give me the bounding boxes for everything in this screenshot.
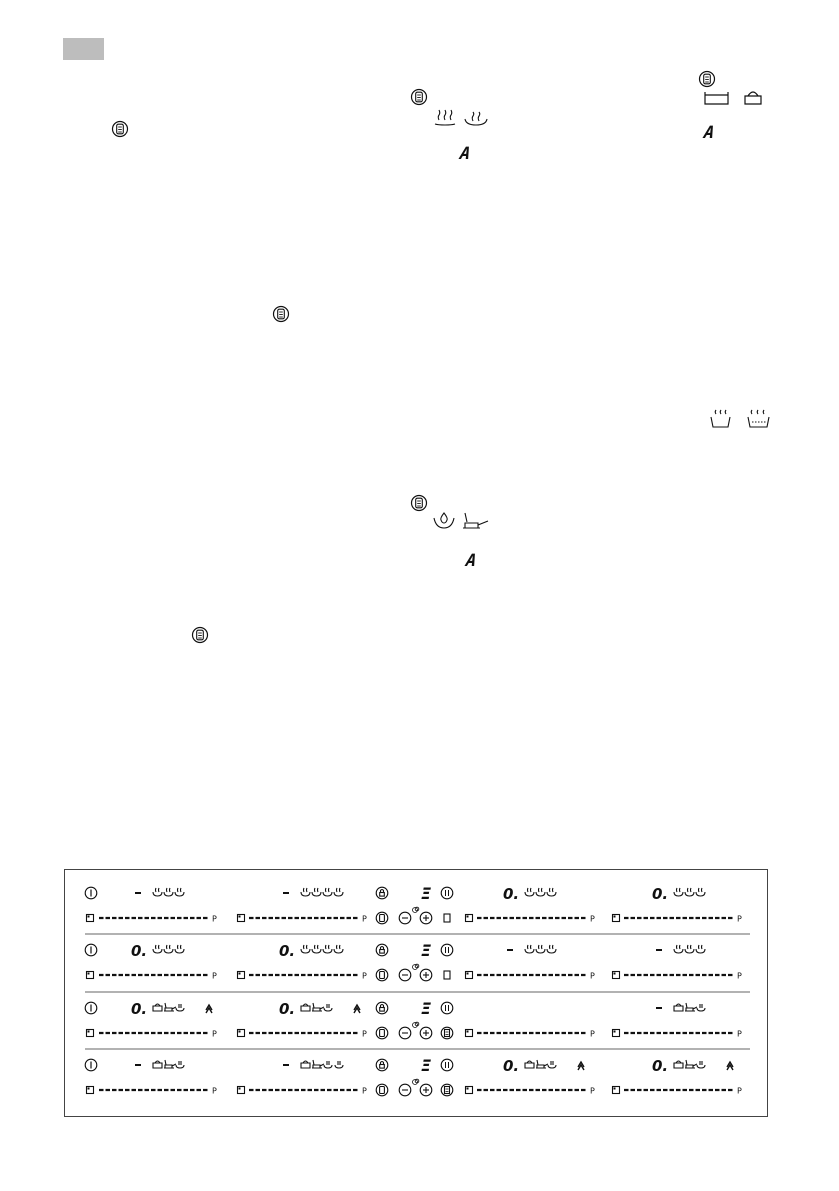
power-max-label: P: [362, 914, 367, 924]
timer-key-icon: [193, 628, 208, 643]
lock-icon: [376, 944, 388, 956]
boost-icon: [727, 1062, 733, 1070]
warm-icon: [697, 1004, 705, 1011]
power-max-label: P: [590, 971, 595, 981]
steam-icon: [312, 888, 321, 896]
minus-icon: [399, 912, 411, 924]
steam-icon: [674, 945, 683, 953]
function-icon: [697, 1061, 705, 1068]
power-slider: [99, 972, 217, 981]
menu-key-ring: [441, 1027, 453, 1039]
power-slider: [477, 915, 595, 924]
frying-pan-icon: [312, 1003, 324, 1011]
pause-icon-ring: [441, 944, 453, 956]
function-icon: [175, 888, 184, 896]
power-max-label: P: [362, 971, 367, 981]
timer-key-body: [380, 1030, 385, 1037]
timer-key-icon: [376, 969, 388, 981]
function-icon: [323, 945, 332, 953]
minus-icon: [399, 969, 411, 981]
function-icon: [696, 945, 705, 953]
zone-select-icon: [238, 1030, 245, 1037]
function-icon: [312, 1060, 324, 1068]
zone-display-digit: 0.: [652, 885, 669, 903]
steam-icon: [685, 888, 694, 896]
function-icon: [164, 945, 173, 953]
function-icon: [164, 1003, 176, 1011]
power-max-label: P: [362, 1086, 367, 1096]
pause-icon: [441, 887, 453, 899]
frying-pan-icon: [685, 1003, 697, 1011]
power-max-label: P: [212, 1029, 217, 1039]
pot-icon: [153, 1004, 162, 1011]
power-max-label: P: [212, 1086, 217, 1096]
zone-select-icon: [87, 915, 94, 922]
steam-icon: [334, 945, 343, 953]
steam-low-icon: [465, 112, 487, 125]
zone-select-icon: [466, 972, 473, 979]
pot-wide-icon: [705, 92, 728, 104]
power-max-label: P: [212, 914, 217, 924]
frying-pan-icon: [685, 1060, 697, 1068]
zone-display-digit: 0.: [503, 885, 520, 903]
minus-icon: [399, 1084, 411, 1096]
zone-select-icon: [613, 972, 620, 979]
zone-select-dot: [239, 916, 241, 918]
function-icon: [153, 1061, 162, 1068]
steam-icon: [696, 945, 705, 953]
warm-icon: [176, 1004, 184, 1011]
drop-bowl-icon: [434, 513, 454, 528]
timer-key-icon: [376, 1084, 388, 1096]
function-icon: [685, 1060, 697, 1068]
power-slider: [99, 1087, 217, 1096]
timer-key-body: [380, 915, 385, 922]
zone-select-dot: [614, 1031, 616, 1033]
frying-pan-icon: [463, 513, 488, 528]
function-icon: [164, 1060, 176, 1068]
plus-icon: [420, 1084, 432, 1096]
steam-icon: [175, 888, 184, 896]
power-slider: [99, 915, 217, 924]
control-panel-diagram: [64, 869, 768, 1117]
plus-icon: [420, 912, 432, 924]
function-icon: [153, 888, 162, 896]
zone-select-icon: [87, 972, 94, 979]
zone-display-digit: 0.: [503, 1057, 520, 1075]
power-max-label: P: [212, 971, 217, 981]
bowl-steam-dots-icon: [748, 410, 769, 427]
function-icon: [176, 1061, 184, 1068]
function-icon: [335, 1061, 343, 1068]
steam-icon: [323, 945, 332, 953]
power-slider: [249, 1087, 367, 1096]
power-max-label: P: [362, 1029, 367, 1039]
steam-icon: [547, 945, 556, 953]
bridge-key-icon: [444, 914, 450, 922]
pause-icon: [441, 1002, 453, 1014]
bridge-key-icon: [444, 971, 450, 979]
power-icon: [85, 887, 97, 899]
function-icon: [301, 945, 310, 953]
zone-select-dot: [614, 916, 616, 918]
pause-icon: [441, 1059, 453, 1071]
timer-display: Ξ: [421, 999, 432, 1018]
power-slider: [99, 1030, 217, 1039]
frying-pan-icon: [164, 1060, 176, 1068]
power-max-label: P: [737, 1029, 742, 1039]
power-slider: [249, 972, 367, 981]
timer-key-ring: [376, 1084, 388, 1096]
zone-select-dot: [88, 1031, 90, 1033]
function-icon: [548, 1061, 556, 1068]
timer-key-icon: [412, 90, 427, 105]
menu-key-ring: [441, 1084, 453, 1096]
function-icon: [674, 888, 683, 896]
pot-icon: [301, 1004, 310, 1011]
power-max-label: P: [737, 1086, 742, 1096]
display-digit-a: A: [464, 551, 478, 571]
warm-icon: [335, 1061, 343, 1068]
zone-display-digit: 0.: [279, 1000, 296, 1018]
zone-display-digit: 0.: [279, 942, 296, 960]
function-icon: [696, 888, 705, 896]
display-digit-a: A: [458, 144, 472, 164]
power-slider: [624, 915, 742, 924]
function-icon: [301, 1061, 310, 1068]
function-icon: [674, 1061, 683, 1068]
bowl-steam-icon: [711, 410, 730, 427]
warm-icon: [697, 1061, 705, 1068]
zone-select-icon: [238, 915, 245, 922]
function-icon: [547, 945, 556, 953]
steam-icon: [525, 945, 534, 953]
boost-icon: [354, 1005, 360, 1013]
warm-icon: [324, 1061, 332, 1068]
steam-icon: [175, 945, 184, 953]
function-icon: [334, 888, 343, 896]
power-slider: [624, 1030, 742, 1039]
frying-pan-icon: [312, 1060, 324, 1068]
zone-select-icon: [466, 1030, 473, 1037]
timer-display: Ξ: [421, 884, 432, 903]
plus-icon: [420, 1027, 432, 1039]
timer-key-body: [380, 1087, 385, 1094]
warm-icon: [324, 1004, 332, 1011]
menu-key-icon: [441, 1084, 453, 1096]
function-icon: [685, 1003, 697, 1011]
function-icon: [525, 945, 534, 953]
power-slider: [624, 972, 742, 981]
steam-icon: [525, 888, 534, 896]
pause-icon-ring: [441, 1002, 453, 1014]
power-slider: [477, 1030, 595, 1039]
zone-display-digit: 0.: [131, 942, 148, 960]
zone-select-dot: [239, 1088, 241, 1090]
steam-icon: [674, 888, 683, 896]
function-icon: [685, 888, 694, 896]
function-icon: [536, 1060, 548, 1068]
power-slider: [477, 972, 595, 981]
zone-select-icon: [238, 1087, 245, 1094]
zone-select-dot: [467, 973, 469, 975]
timer-key-icon: [376, 1027, 388, 1039]
timer-key-icon: [274, 307, 289, 322]
pot-icon: [525, 1061, 534, 1068]
lock-icon-body: [380, 893, 385, 897]
power-slider: [477, 1087, 595, 1096]
zone-select-dot: [467, 1088, 469, 1090]
frying-pan-icon: [536, 1060, 548, 1068]
timer-key-icon: [700, 72, 715, 87]
menu-key-body: [445, 1087, 450, 1094]
zone-display-digit: 0.: [652, 1057, 669, 1075]
zone-select-icon: [466, 1087, 473, 1094]
lock-icon: [376, 887, 388, 899]
steam-icon: [547, 888, 556, 896]
power-slider: [249, 1030, 367, 1039]
function-icon: [312, 945, 321, 953]
zone-select-dot: [614, 1088, 616, 1090]
lock-icon-body: [380, 1008, 385, 1012]
lock-icon-body: [380, 950, 385, 954]
boost-icon: [206, 1005, 212, 1013]
power-max-label: P: [590, 1029, 595, 1039]
function-icon: [164, 888, 173, 896]
zone-select-icon: [238, 972, 245, 979]
warm-icon: [176, 1061, 184, 1068]
plus-icon: [420, 969, 432, 981]
function-icon: [324, 1004, 332, 1011]
lock-icon-body: [380, 1065, 385, 1069]
steam-icon: [312, 945, 321, 953]
lock-icon: [376, 1002, 388, 1014]
steam-icon: [164, 888, 173, 896]
frying-pan-icon: [164, 1003, 176, 1011]
function-icon: [301, 1004, 310, 1011]
timer-key-icon: [113, 122, 128, 137]
power-icon: [85, 1059, 97, 1071]
pot-icon: [301, 1061, 310, 1068]
pot-icon: [153, 1061, 162, 1068]
steam-icon: [536, 945, 545, 953]
pot-icon: [674, 1004, 683, 1011]
steam-icon: [696, 888, 705, 896]
zone-select-icon: [613, 915, 620, 922]
steam-icon: [164, 945, 173, 953]
steam-icon: [334, 888, 343, 896]
zone-select-icon: [613, 1087, 620, 1094]
function-icon: [312, 1003, 324, 1011]
pause-icon-ring: [441, 1059, 453, 1071]
power-slider: [624, 1087, 742, 1096]
zone-select-dot: [88, 1088, 90, 1090]
steam-icon: [536, 888, 545, 896]
boost-icon: [578, 1062, 584, 1070]
steam-icon: [685, 945, 694, 953]
zone-select-dot: [88, 916, 90, 918]
zone-select-dot: [88, 973, 90, 975]
power-max-label: P: [737, 971, 742, 981]
function-icon: [175, 945, 184, 953]
zone-select-dot: [614, 973, 616, 975]
pause-icon-ring: [441, 887, 453, 899]
zone-select-icon: [466, 915, 473, 922]
display-digit-a: A: [702, 123, 716, 143]
function-icon: [536, 888, 545, 896]
steam-icon: [153, 945, 162, 953]
power-max-label: P: [737, 914, 742, 924]
function-icon: [323, 888, 332, 896]
steam-high-icon: [435, 110, 455, 125]
zone-select-dot: [467, 916, 469, 918]
control-panel-drawing: [65, 870, 769, 1118]
function-icon: [674, 1004, 683, 1011]
zone-select-dot: [467, 1031, 469, 1033]
zone-select-dot: [239, 1031, 241, 1033]
warm-icon: [548, 1061, 556, 1068]
function-icon: [312, 888, 321, 896]
menu-key-body: [445, 1030, 450, 1037]
menu-key-icon: [441, 1027, 453, 1039]
power-max-label: P: [590, 1086, 595, 1096]
function-icon: [334, 945, 343, 953]
timer-key-icon: [376, 912, 388, 924]
timer-key-ring: [376, 1027, 388, 1039]
power-icon: [85, 944, 97, 956]
function-icon: [536, 945, 545, 953]
zone-select-icon: [87, 1030, 94, 1037]
function-icon: [547, 888, 556, 896]
function-icon: [674, 945, 683, 953]
zone-display-digit: 0.: [131, 1000, 148, 1018]
function-icon: [685, 945, 694, 953]
timer-key-ring: [376, 912, 388, 924]
zone-select-dot: [239, 973, 241, 975]
function-icon: [301, 888, 310, 896]
timer-key-ring: [376, 969, 388, 981]
minus-icon: [399, 1027, 411, 1039]
pause-icon: [441, 944, 453, 956]
steam-icon: [323, 888, 332, 896]
function-icon: [697, 1004, 705, 1011]
function-icon: [324, 1061, 332, 1068]
power-icon: [85, 1002, 97, 1014]
power-slider: [249, 915, 367, 924]
steam-icon: [301, 888, 310, 896]
function-icon: [176, 1004, 184, 1011]
function-icon: [153, 1004, 162, 1011]
timer-key-icon: [412, 496, 427, 511]
function-icon: [525, 888, 534, 896]
timer-display: Ξ: [421, 941, 432, 960]
lock-icon: [376, 1059, 388, 1071]
timer-display: Ξ: [421, 1056, 432, 1075]
zone-select-icon: [87, 1087, 94, 1094]
zone-select-icon: [613, 1030, 620, 1037]
function-icon: [525, 1061, 534, 1068]
power-max-label: P: [590, 914, 595, 924]
steam-icon: [301, 945, 310, 953]
pot-icon: [674, 1061, 683, 1068]
timer-key-body: [380, 972, 385, 979]
function-icon: [153, 945, 162, 953]
pot-lid-icon: [745, 92, 761, 104]
steam-icon: [153, 888, 162, 896]
